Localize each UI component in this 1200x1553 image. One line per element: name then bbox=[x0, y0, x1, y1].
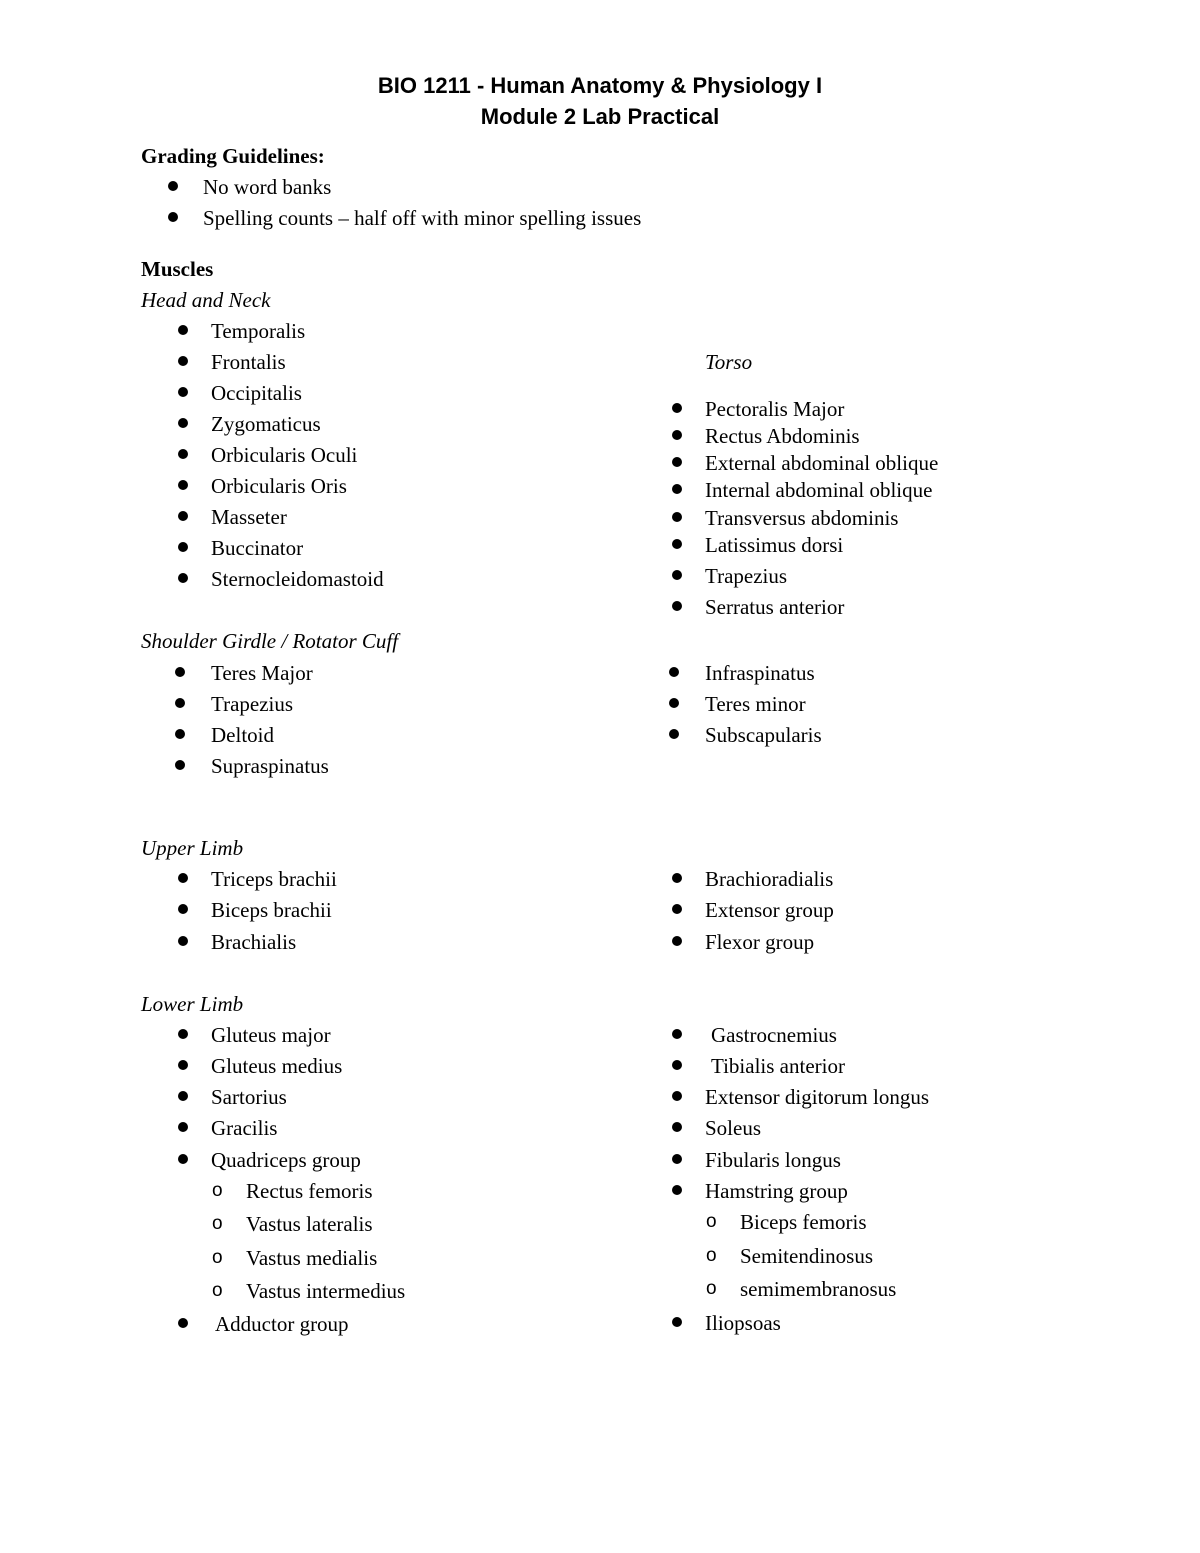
list-item: Extensor group bbox=[705, 898, 834, 922]
bullet-icon bbox=[178, 418, 188, 428]
bullet-icon bbox=[178, 356, 188, 366]
sub-bullet-icon: o bbox=[212, 1280, 223, 1301]
bullet-icon bbox=[168, 212, 178, 222]
list-item: Occipitalis bbox=[211, 381, 302, 405]
bullet-icon bbox=[178, 1091, 188, 1101]
bullet-icon bbox=[672, 1154, 682, 1164]
list-item: Gracilis bbox=[211, 1116, 278, 1140]
list-sub-item: Vastus medialis bbox=[246, 1246, 378, 1270]
list-item: Sternocleidomastoid bbox=[211, 567, 384, 591]
list-item: Latissimus dorsi bbox=[705, 533, 844, 557]
bullet-icon bbox=[178, 325, 188, 335]
list-item: Rectus Abdominis bbox=[705, 424, 860, 448]
bullet-icon bbox=[178, 573, 188, 583]
list-item: Serratus anterior bbox=[705, 595, 845, 619]
bullet-icon bbox=[175, 729, 185, 739]
bullet-icon bbox=[672, 403, 682, 413]
list-item: Flexor group bbox=[705, 930, 815, 954]
sub-bullet-icon: o bbox=[212, 1180, 223, 1201]
bullet-icon bbox=[672, 1091, 682, 1101]
head-neck-heading: Head and Neck bbox=[141, 288, 271, 312]
bullet-icon bbox=[178, 1122, 188, 1132]
list-item: Extensor digitorum longus bbox=[705, 1085, 929, 1109]
bullet-icon bbox=[669, 667, 679, 677]
list-item: Gastrocnemius bbox=[711, 1023, 837, 1047]
list-item: Triceps brachii bbox=[211, 867, 337, 891]
grading-item: No word banks bbox=[203, 175, 332, 199]
bullet-icon bbox=[672, 936, 682, 946]
bullet-icon bbox=[672, 430, 682, 440]
bullet-icon bbox=[178, 936, 188, 946]
shoulder-heading: Shoulder Girdle / Rotator Cuff bbox=[141, 629, 399, 653]
bullet-icon bbox=[672, 1317, 682, 1327]
bullet-icon bbox=[672, 539, 682, 549]
sub-bullet-icon: o bbox=[706, 1278, 717, 1299]
list-item: Adductor group bbox=[215, 1312, 349, 1336]
sub-bullet-icon: o bbox=[212, 1247, 223, 1268]
list-item: Infraspinatus bbox=[705, 661, 815, 685]
list-item: Supraspinatus bbox=[211, 754, 329, 778]
sub-bullet-icon: o bbox=[212, 1213, 223, 1234]
bullet-icon bbox=[168, 181, 178, 191]
list-item: Brachialis bbox=[211, 930, 297, 954]
grading-heading: Grading Guidelines: bbox=[141, 144, 325, 168]
bullet-icon bbox=[178, 1060, 188, 1070]
list-item: Frontalis bbox=[211, 350, 286, 374]
bullet-icon bbox=[178, 873, 188, 883]
bullet-icon bbox=[672, 1185, 682, 1195]
list-item: Biceps brachii bbox=[211, 898, 332, 922]
list-sub-item: semimembranosus bbox=[740, 1277, 897, 1301]
bullet-icon bbox=[175, 698, 185, 708]
list-item: Buccinator bbox=[211, 536, 304, 560]
list-item: Iliopsoas bbox=[705, 1311, 781, 1335]
list-item: External abdominal oblique bbox=[705, 451, 939, 475]
list-item: Quadriceps group bbox=[211, 1148, 361, 1172]
list-item: Brachioradialis bbox=[705, 867, 834, 891]
bullet-icon bbox=[178, 387, 188, 397]
bullet-icon bbox=[672, 1060, 682, 1070]
document-subtitle: Module 2 Lab Practical bbox=[480, 104, 720, 129]
bullet-icon bbox=[672, 484, 682, 494]
list-item: Fibularis longus bbox=[705, 1148, 841, 1172]
list-item: Masseter bbox=[211, 505, 287, 529]
bullet-icon bbox=[672, 1122, 682, 1132]
list-item: Trapezius bbox=[705, 564, 788, 588]
list-sub-item: Biceps femoris bbox=[740, 1210, 867, 1234]
list-item: Temporalis bbox=[211, 319, 306, 343]
bullet-icon bbox=[178, 904, 188, 914]
bullet-icon bbox=[178, 1154, 188, 1164]
bullet-icon bbox=[178, 542, 188, 552]
list-item: Zygomaticus bbox=[211, 412, 321, 436]
list-item: Deltoid bbox=[211, 723, 274, 747]
bullet-icon bbox=[672, 457, 682, 467]
list-sub-item: Semitendinosus bbox=[740, 1244, 874, 1268]
bullet-icon bbox=[175, 760, 185, 770]
list-item: Orbicularis Oculi bbox=[211, 443, 358, 467]
bullet-icon bbox=[672, 601, 682, 611]
list-item: Teres Major bbox=[211, 661, 313, 685]
list-sub-item: Vastus lateralis bbox=[246, 1212, 373, 1236]
list-item: Gluteus medius bbox=[211, 1054, 343, 1078]
list-item: Hamstring group bbox=[705, 1179, 848, 1203]
list-item: Gluteus major bbox=[211, 1023, 331, 1047]
muscles-heading: Muscles bbox=[141, 257, 214, 281]
bullet-icon bbox=[669, 698, 679, 708]
bullet-icon bbox=[669, 729, 679, 739]
bullet-icon bbox=[672, 873, 682, 883]
list-item: Trapezius bbox=[211, 692, 294, 716]
list-item: Internal abdominal oblique bbox=[705, 478, 933, 502]
bullet-icon bbox=[672, 904, 682, 914]
bullet-icon bbox=[178, 1029, 188, 1039]
list-item: Sartorius bbox=[211, 1085, 287, 1109]
list-sub-item: Rectus femoris bbox=[246, 1179, 373, 1203]
lower-limb-heading: Lower Limb bbox=[141, 992, 244, 1016]
bullet-icon bbox=[178, 480, 188, 490]
list-item: Soleus bbox=[705, 1116, 762, 1140]
bullet-icon bbox=[178, 1318, 188, 1328]
list-sub-item: Vastus intermedius bbox=[246, 1279, 406, 1303]
list-item: Transversus abdominis bbox=[705, 506, 899, 530]
bullet-icon bbox=[178, 511, 188, 521]
list-item: Tibialis anterior bbox=[711, 1054, 845, 1078]
list-item: Teres minor bbox=[705, 692, 806, 716]
bullet-icon bbox=[178, 449, 188, 459]
sub-bullet-icon: o bbox=[706, 1245, 717, 1266]
bullet-icon bbox=[672, 570, 682, 580]
sub-bullet-icon: o bbox=[706, 1211, 717, 1232]
grading-item: Spelling counts – half off with minor spelling issues bbox=[203, 206, 642, 230]
bullet-icon bbox=[672, 1029, 682, 1039]
list-item: Pectoralis Major bbox=[705, 397, 845, 421]
bullet-icon bbox=[175, 667, 185, 677]
document-title: BIO 1211 - Human Anatomy & Physiology I bbox=[377, 73, 823, 98]
torso-heading: Torso bbox=[705, 350, 753, 374]
list-item: Subscapularis bbox=[705, 723, 822, 747]
bullet-icon bbox=[672, 512, 682, 522]
list-item: Orbicularis Oris bbox=[211, 474, 347, 498]
upper-limb-heading: Upper Limb bbox=[141, 836, 244, 860]
